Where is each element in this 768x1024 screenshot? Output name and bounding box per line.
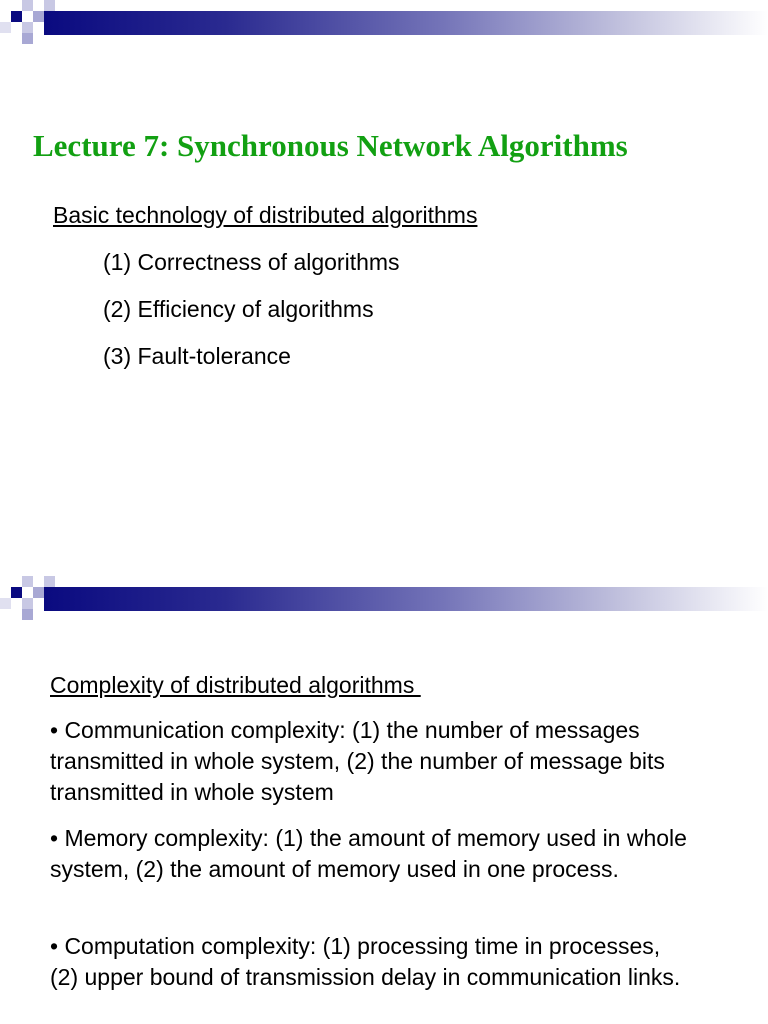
deco-square [22,609,33,620]
deco-square [22,33,33,44]
header-gradient-bar [44,587,768,611]
deco-square [33,587,44,598]
bullet-paragraph: • Memory complexity: (1) the amount of memory used in whole system, (2) the amount of memory used in one process. [50,825,687,882]
list-item: (1) Correctness of algorithms [103,249,400,275]
deco-square [33,11,44,22]
header-decoration [0,576,768,624]
deco-square [44,0,55,11]
slide-title: Lecture 7: Synchronous Network Algorithms [33,128,628,163]
deco-square [22,598,33,609]
deco-square [0,22,11,33]
deco-square [44,576,55,587]
slide-2 [0,576,768,1024]
deco-square [11,11,22,22]
deco-square [0,598,11,609]
deco-square [22,22,33,33]
bullet-paragraph: • Computation complexity: (1) processing time in processes, (2) upper bound of transmission delay in communication links. [50,933,681,990]
deco-square [22,0,33,11]
section-heading: Basic technology of distributed algorithms [53,202,478,228]
bullet-paragraph: • Communication complexity: (1) the number of messages transmitted in whole system, (2) the number of message bits transmitted in whole system [50,717,665,805]
section-heading: Complexity of distributed algorithms [50,672,421,698]
list-item: (3) Fault-tolerance [103,343,291,369]
deco-square [11,587,22,598]
header-decoration [0,0,768,48]
list-item: (2) Efficiency of algorithms [103,296,374,322]
deco-square [22,576,33,587]
header-gradient-bar [44,11,768,35]
